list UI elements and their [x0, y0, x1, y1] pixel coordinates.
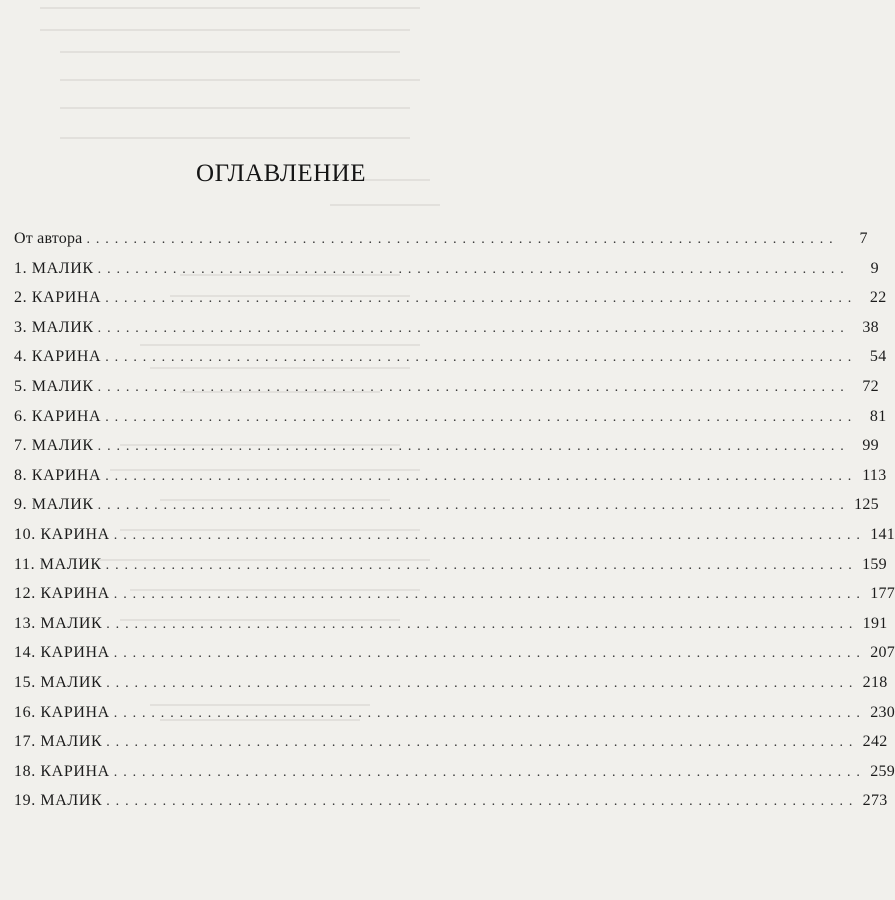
- toc-entry-page-number: 9: [870, 259, 879, 277]
- toc-entry: [14, 372, 879, 402]
- toc-dot-leader: . . . . . . . . . . . . . . . . . . . . . . . . . . . . . . . . . . . . . . . . . . . . . . . . . . . . . . . . . . . . . . . . . . . . . . . . . . . . . . . .: [105, 350, 853, 366]
- toc-entry: [14, 638, 895, 668]
- toc-entry: [14, 342, 887, 372]
- toc-entry-label: 12. КАРИНА: [14, 585, 110, 603]
- toc-entry-page-number: 218: [862, 673, 888, 691]
- toc-entry: [14, 550, 887, 580]
- toc-entry-label: 17. МАЛИК: [14, 733, 103, 751]
- toc-entry-label: 11. МАЛИК: [14, 555, 102, 573]
- toc-dot-leader: . . . . . . . . . . . . . . . . . . . . . . . . . . . . . . . . . . . . . . . . . . . . . . . . . . . . . . . . . . . . . . . . . . . . . . . . . . . . . . . .: [105, 291, 853, 307]
- toc-dot-leader: . . . . . . . . . . . . . . . . . . . . . . . . . . . . . . . . . . . . . . . . . . . . . . . . . . . . . . . . . . . . . . . . . . . . . . . . . . . . . . . .: [106, 675, 854, 691]
- toc-entry-label: 2. КАРИНА: [14, 289, 102, 307]
- toc-entry-page-number: 242: [862, 733, 888, 751]
- toc-entry: [14, 224, 868, 254]
- toc-entry-page-number: 99: [862, 437, 879, 455]
- toc-entry-page-number: 7: [859, 230, 868, 247]
- toc-dot-leader: . . . . . . . . . . . . . . . . . . . . . . . . . . . . . . . . . . . . . . . . . . . . . . . . . . . . . . . . . . . . . . . . . . . . . . . . . . . . . . . .: [106, 794, 854, 810]
- toc-entry: [14, 786, 888, 816]
- toc-entry-page-number: 177: [870, 585, 895, 603]
- toc-dot-leader: . . . . . . . . . . . . . . . . . . . . . . . . . . . . . . . . . . . . . . . . . . . . . . . . . . . . . . . . . . . . . . . . . . . . . . . . . . . . . . . .: [106, 616, 854, 632]
- toc-dot-leader: . . . . . . . . . . . . . . . . . . . . . . . . . . . . . . . . . . . . . . . . . . . . . . . . . . . . . . . . . . . . . . . . . . . . . . . . . . . . . . . .: [113, 764, 862, 780]
- toc-entry-label: 19. МАЛИК: [14, 792, 103, 810]
- toc-entry-page-number: 259: [870, 762, 895, 780]
- toc-entry-label: 4. КАРИНА: [14, 348, 102, 366]
- toc-entry-label: 14. КАРИНА: [14, 644, 110, 662]
- toc-dot-leader: . . . . . . . . . . . . . . . . . . . . . . . . . . . . . . . . . . . . . . . . . . . . . . . . . . . . . . . . . . . . . . . . . . . . . . . . . . . . . . . .: [105, 468, 853, 484]
- toc-entry-page-number: 207: [870, 644, 895, 662]
- toc-entry-page-number: 22: [869, 289, 887, 307]
- toc-entry: [14, 431, 879, 461]
- toc-dot-leader: . . . . . . . . . . . . . . . . . . . . . . . . . . . . . . . . . . . . . . . . . . . . . . . . . . . . . . . . . . . . . . . . . . . . . . . . . . . . . . . .: [97, 379, 845, 395]
- toc-entry: [14, 579, 895, 609]
- toc-dot-leader: . . . . . . . . . . . . . . . . . . . . . . . . . . . . . . . . . . . . . . . . . . . . . . . . . . . . . . . . . . . . . . . . . . . . . . . . . . . . . . . .: [106, 735, 854, 751]
- toc-entry-label: От автора: [14, 230, 83, 247]
- toc-dot-leader: . . . . . . . . . . . . . . . . . . . . . . . . . . . . . . . . . . . . . . . . . . . . . . . . . . . . . . . . . . . . . . . . . . . . . . . . . . . . . . . .: [97, 498, 845, 514]
- toc-entry-page-number: 38: [862, 318, 879, 336]
- toc-entry-page-number: 159: [862, 555, 887, 573]
- toc-entry: [14, 668, 888, 698]
- toc-dot-leader: . . . . . . . . . . . . . . . . . . . . . . . . . . . . . . . . . . . . . . . . . . . . . . . . . . . . . . . . . . . . . . . . . . . . . . . . . . . . . . . .: [86, 232, 834, 247]
- toc-entry-label: 13. МАЛИК: [14, 614, 103, 632]
- toc-dot-leader: . . . . . . . . . . . . . . . . . . . . . . . . . . . . . . . . . . . . . . . . . . . . . . . . . . . . . . . . . . . . . . . . . . . . . . . . . . . . . . . .: [113, 705, 862, 721]
- toc-entry-page-number: 273: [862, 792, 888, 810]
- toc-entry: [14, 609, 888, 639]
- toc-entry-label: 3. МАЛИК: [14, 318, 94, 336]
- toc-entry: [14, 490, 879, 520]
- toc-entry: [14, 313, 879, 343]
- toc-entry-label: 5. МАЛИК: [14, 377, 94, 395]
- toc-dot-leader: . . . . . . . . . . . . . . . . . . . . . . . . . . . . . . . . . . . . . . . . . . . . . . . . . . . . . . . . . . . . . . . . . . . . . . . . . . . . . . . .: [105, 557, 853, 573]
- toc-entry-page-number: 125: [854, 496, 879, 514]
- toc-dot-leader: . . . . . . . . . . . . . . . . . . . . . . . . . . . . . . . . . . . . . . . . . . . . . . . . . . . . . . . . . . . . . . . . . . . . . . . . . . . . . . . .: [97, 439, 845, 455]
- toc-entry-label: 1. МАЛИК: [14, 259, 94, 277]
- toc-entry: [14, 727, 888, 757]
- toc-dot-leader: . . . . . . . . . . . . . . . . . . . . . . . . . . . . . . . . . . . . . . . . . . . . . . . . . . . . . . . . . . . . . . . . . . . . . . . . . . . . . . . .: [113, 587, 862, 603]
- toc-entry-label: 9. МАЛИК: [14, 496, 94, 514]
- toc-entry: [14, 757, 895, 787]
- toc-entry-label: 7. МАЛИК: [14, 437, 94, 455]
- toc-entry-label: 10. КАРИНА: [14, 525, 110, 543]
- toc-entry: [14, 402, 887, 432]
- toc-entry-page-number: 113: [862, 466, 887, 484]
- toc-entry-page-number: 72: [862, 377, 879, 395]
- toc-entry: [14, 254, 879, 284]
- toc-entry: [14, 520, 895, 550]
- toc-entry: [14, 283, 887, 313]
- toc-entry-label: 18. КАРИНА: [14, 762, 110, 780]
- toc-entry-page-number: 230: [870, 703, 895, 721]
- toc-entry-label: 16. КАРИНА: [14, 703, 110, 721]
- toc-dot-leader: . . . . . . . . . . . . . . . . . . . . . . . . . . . . . . . . . . . . . . . . . . . . . . . . . . . . . . . . . . . . . . . . . . . . . . . . . . . . . . . .: [113, 646, 862, 662]
- toc-dot-leader: . . . . . . . . . . . . . . . . . . . . . . . . . . . . . . . . . . . . . . . . . . . . . . . . . . . . . . . . . . . . . . . . . . . . . . . . . . . . . . . .: [97, 320, 845, 336]
- toc-entry-page-number: 191: [862, 614, 888, 632]
- toc-entry-label: 15. МАЛИК: [14, 673, 103, 691]
- toc-entry-page-number: 141: [870, 525, 895, 543]
- toc-dot-leader: . . . . . . . . . . . . . . . . . . . . . . . . . . . . . . . . . . . . . . . . . . . . . . . . . . . . . . . . . . . . . . . . . . . . . . . . . . . . . . . .: [97, 261, 845, 277]
- toc-entry: [14, 698, 895, 728]
- table-of-contents: [14, 224, 895, 816]
- toc-entry-page-number: 81: [869, 407, 887, 425]
- toc-entry-label: 8. КАРИНА: [14, 466, 102, 484]
- toc-entry-label: 6. КАРИНА: [14, 407, 102, 425]
- toc-dot-leader: . . . . . . . . . . . . . . . . . . . . . . . . . . . . . . . . . . . . . . . . . . . . . . . . . . . . . . . . . . . . . . . . . . . . . . . . . . . . . . . .: [113, 527, 862, 543]
- toc-dot-leader: . . . . . . . . . . . . . . . . . . . . . . . . . . . . . . . . . . . . . . . . . . . . . . . . . . . . . . . . . . . . . . . . . . . . . . . . . . . . . . . .: [105, 409, 853, 425]
- toc-entry: [14, 461, 887, 491]
- toc-entry-page-number: 54: [869, 348, 887, 366]
- page-title: ОГЛАВЛЕНИЕ: [196, 160, 366, 187]
